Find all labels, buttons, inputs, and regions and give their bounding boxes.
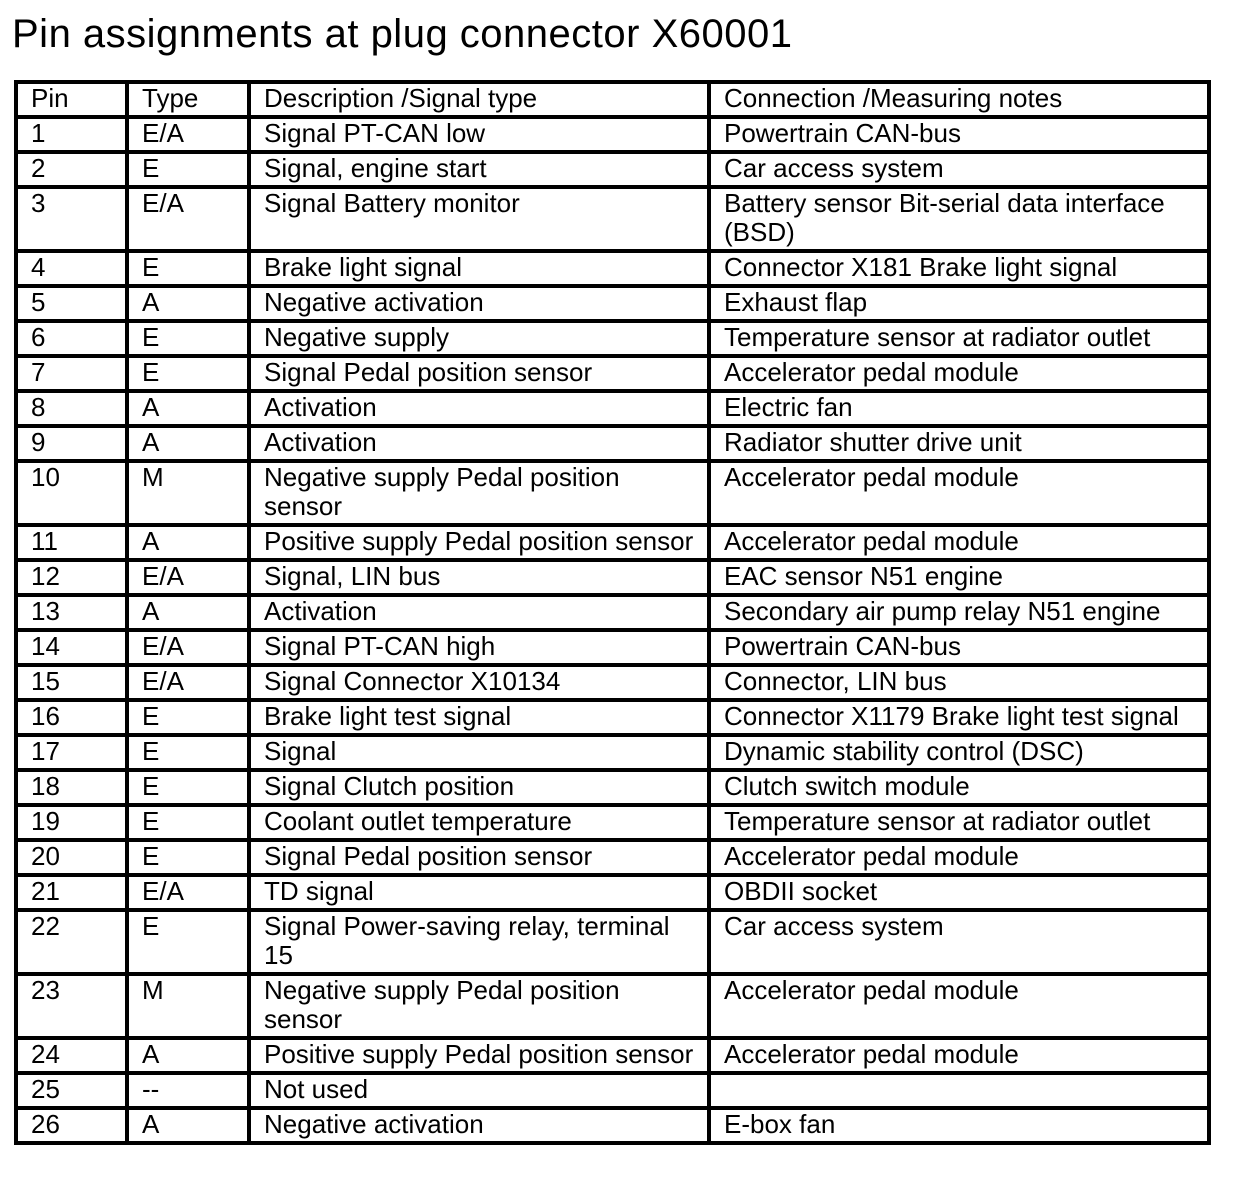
table-row — [16, 356, 1209, 391]
table-row — [16, 1108, 1209, 1143]
table-row — [16, 974, 1209, 1038]
connection-cell: Connector X181 Brake light signal — [709, 251, 1209, 286]
pin-cell: 14 — [16, 630, 127, 665]
connection-cell: Clutch switch module — [709, 770, 1209, 805]
pin-cell: 23 — [16, 974, 127, 1038]
table-row — [16, 665, 1209, 700]
table-row — [16, 735, 1209, 770]
column-header-type: Type — [127, 82, 249, 117]
connection-cell: Connector X1179 Brake light test signal — [709, 700, 1209, 735]
table-row — [16, 700, 1209, 735]
pin-cell: 2 — [16, 152, 127, 187]
type-cell: A — [127, 391, 249, 426]
description-cell: Negative supply Pedal position sensor — [249, 974, 709, 1038]
description-cell: Activation — [249, 595, 709, 630]
table-row — [16, 840, 1209, 875]
type-cell: A — [127, 426, 249, 461]
table-row — [16, 910, 1209, 974]
table-row — [16, 630, 1209, 665]
pin-cell: 21 — [16, 875, 127, 910]
pin-cell: 26 — [16, 1108, 127, 1143]
description-cell: Activation — [249, 426, 709, 461]
type-cell: A — [127, 595, 249, 630]
type-cell: -- — [127, 1073, 249, 1108]
pin-cell: 25 — [16, 1073, 127, 1108]
table-row — [16, 286, 1209, 321]
description-cell: Signal — [249, 735, 709, 770]
description-cell: Brake light test signal — [249, 700, 709, 735]
connection-cell: Car access system — [709, 152, 1209, 187]
pin-cell: 1 — [16, 117, 127, 152]
connection-cell: Accelerator pedal module — [709, 461, 1209, 525]
type-cell: E — [127, 356, 249, 391]
description-cell: Not used — [249, 1073, 709, 1108]
pin-cell: 9 — [16, 426, 127, 461]
type-cell: E — [127, 700, 249, 735]
type-cell: E — [127, 770, 249, 805]
pin-cell: 3 — [16, 187, 127, 251]
table-row — [16, 391, 1209, 426]
type-cell: E — [127, 805, 249, 840]
type-cell: M — [127, 461, 249, 525]
connection-cell: Accelerator pedal module — [709, 356, 1209, 391]
connection-cell: Temperature sensor at radiator outlet — [709, 805, 1209, 840]
pin-cell: 24 — [16, 1038, 127, 1073]
pin-cell: 4 — [16, 251, 127, 286]
pin-cell: 11 — [16, 525, 127, 560]
pin-cell: 16 — [16, 700, 127, 735]
description-cell: Negative supply — [249, 321, 709, 356]
pin-assignments-table — [14, 80, 1211, 1145]
table-body — [16, 117, 1209, 1143]
description-cell: Negative supply Pedal position sensor — [249, 461, 709, 525]
description-cell: Signal PT-CAN high — [249, 630, 709, 665]
connection-cell: Accelerator pedal module — [709, 525, 1209, 560]
type-cell: E/A — [127, 665, 249, 700]
pin-cell: 10 — [16, 461, 127, 525]
description-cell: Signal Pedal position sensor — [249, 840, 709, 875]
table-row — [16, 770, 1209, 805]
type-cell: E — [127, 910, 249, 974]
table-row — [16, 805, 1209, 840]
type-cell: A — [127, 1038, 249, 1073]
connection-cell: Dynamic stability control (DSC) — [709, 735, 1209, 770]
type-cell: M — [127, 974, 249, 1038]
description-cell: Coolant outlet temperature — [249, 805, 709, 840]
type-cell: A — [127, 1108, 249, 1143]
table-row — [16, 461, 1209, 525]
description-cell: Signal Connector X10134 — [249, 665, 709, 700]
type-cell: E/A — [127, 875, 249, 910]
type-cell: E — [127, 735, 249, 770]
connection-cell: Battery sensor Bit-serial data interface (BSD) — [709, 187, 1209, 251]
connection-cell: Accelerator pedal module — [709, 840, 1209, 875]
type-cell: E — [127, 840, 249, 875]
description-cell: Brake light signal — [249, 251, 709, 286]
pin-cell: 19 — [16, 805, 127, 840]
type-cell: A — [127, 525, 249, 560]
column-header-description: Description /Signal type — [249, 82, 709, 117]
pin-cell: 12 — [16, 560, 127, 595]
description-cell: Positive supply Pedal position sensor — [249, 525, 709, 560]
description-cell: Signal, LIN bus — [249, 560, 709, 595]
pin-cell: 15 — [16, 665, 127, 700]
description-cell: Signal Pedal position sensor — [249, 356, 709, 391]
description-cell: Activation — [249, 391, 709, 426]
table-row — [16, 152, 1209, 187]
pin-cell: 8 — [16, 391, 127, 426]
type-cell: E/A — [127, 560, 249, 595]
type-cell: A — [127, 286, 249, 321]
connection-cell: EAC sensor N51 engine — [709, 560, 1209, 595]
table-row — [16, 560, 1209, 595]
table-row — [16, 875, 1209, 910]
description-cell: Negative activation — [249, 286, 709, 321]
description-cell: Signal Power-saving relay, terminal 15 — [249, 910, 709, 974]
description-cell: Signal Clutch position — [249, 770, 709, 805]
column-header-connection: Connection /Measuring notes — [709, 82, 1209, 117]
connection-cell: Accelerator pedal module — [709, 974, 1209, 1038]
table-row — [16, 251, 1209, 286]
type-cell: E — [127, 152, 249, 187]
connection-cell: Powertrain CAN-bus — [709, 117, 1209, 152]
table-header-row — [16, 82, 1209, 117]
table-row — [16, 321, 1209, 356]
table-row — [16, 1038, 1209, 1073]
pin-cell: 18 — [16, 770, 127, 805]
table-row — [16, 187, 1209, 251]
table-row — [16, 117, 1209, 152]
description-cell: Positive supply Pedal position sensor — [249, 1038, 709, 1073]
description-cell: Signal Battery monitor — [249, 187, 709, 251]
type-cell: E/A — [127, 117, 249, 152]
type-cell: E — [127, 251, 249, 286]
connection-cell: OBDII socket — [709, 875, 1209, 910]
pin-cell: 17 — [16, 735, 127, 770]
connection-cell: Electric fan — [709, 391, 1209, 426]
table-row — [16, 426, 1209, 461]
pin-cell: 6 — [16, 321, 127, 356]
connection-cell: Radiator shutter drive unit — [709, 426, 1209, 461]
pin-cell: 20 — [16, 840, 127, 875]
connection-cell — [709, 1073, 1209, 1108]
type-cell: E/A — [127, 630, 249, 665]
column-header-pin: Pin — [16, 82, 127, 117]
description-cell: Signal PT-CAN low — [249, 117, 709, 152]
type-cell: E/A — [127, 187, 249, 251]
page-title: Pin assignments at plug connector X60001 — [12, 12, 793, 56]
pin-cell: 7 — [16, 356, 127, 391]
connection-cell: Connector, LIN bus — [709, 665, 1209, 700]
pin-cell: 13 — [16, 595, 127, 630]
description-cell: TD signal — [249, 875, 709, 910]
connection-cell: Car access system — [709, 910, 1209, 974]
table-row — [16, 1073, 1209, 1108]
pin-cell: 5 — [16, 286, 127, 321]
table-row — [16, 525, 1209, 560]
type-cell: E — [127, 321, 249, 356]
connection-cell: Exhaust flap — [709, 286, 1209, 321]
connection-cell: Secondary air pump relay N51 engine — [709, 595, 1209, 630]
connection-cell: Powertrain CAN-bus — [709, 630, 1209, 665]
pin-cell: 22 — [16, 910, 127, 974]
connection-cell: Accelerator pedal module — [709, 1038, 1209, 1073]
description-cell: Negative activation — [249, 1108, 709, 1143]
connection-cell: E-box fan — [709, 1108, 1209, 1143]
connection-cell: Temperature sensor at radiator outlet — [709, 321, 1209, 356]
table-row — [16, 595, 1209, 630]
description-cell: Signal, engine start — [249, 152, 709, 187]
